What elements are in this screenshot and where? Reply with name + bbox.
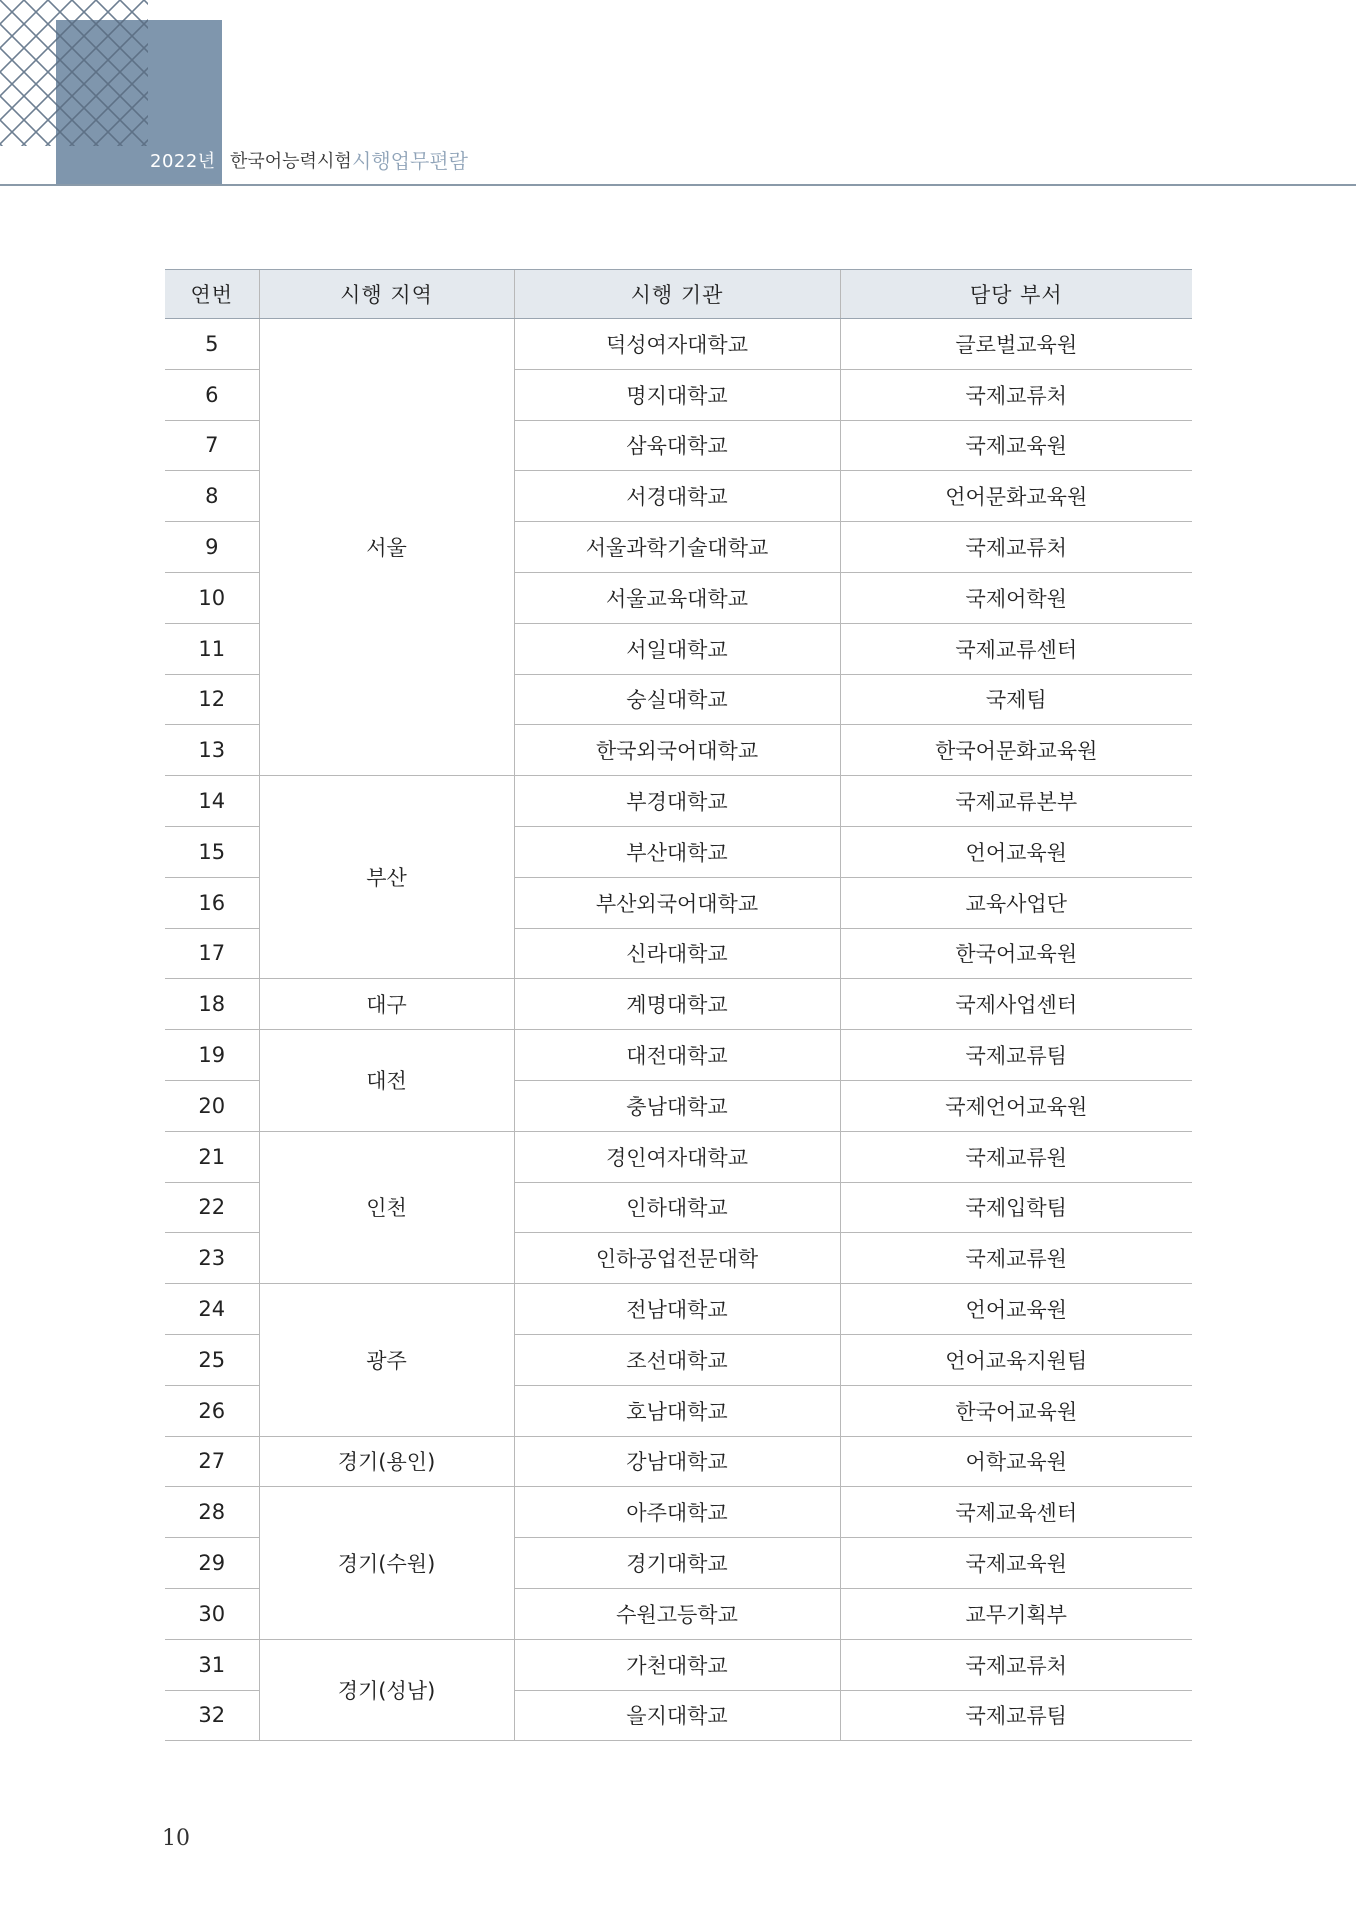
institution-cell: 인하대학교 (514, 1182, 840, 1233)
row-number: 19 (165, 1030, 259, 1081)
institution-cell: 경기대학교 (514, 1538, 840, 1589)
department-cell: 한국어교육원 (840, 1385, 1192, 1436)
institution-cell: 인하공업전문대학 (514, 1233, 840, 1284)
column-header-institution: 시행 기관 (514, 270, 840, 319)
table-row (165, 979, 1192, 1030)
header-rule (0, 184, 1356, 186)
table-row (165, 1487, 1192, 1538)
department-cell: 국제교류원 (840, 1233, 1192, 1284)
table-row (165, 1030, 1192, 1081)
header-year: 2022년 (150, 151, 216, 172)
table-row (165, 1639, 1192, 1690)
row-number: 30 (165, 1588, 259, 1639)
column-header-region: 시행 지역 (259, 270, 514, 319)
region-cell: 경기(성남) (259, 1639, 514, 1741)
column-header-no: 연번 (165, 270, 259, 319)
department-cell: 국제교류처 (840, 369, 1192, 420)
department-cell: 국제교육원 (840, 1538, 1192, 1589)
table-row (165, 776, 1192, 827)
region-cell: 부산 (259, 776, 514, 979)
institution-cell: 서울교육대학교 (514, 572, 840, 623)
institution-cell: 숭실대학교 (514, 674, 840, 725)
table-row (165, 319, 1192, 370)
institution-cell: 을지대학교 (514, 1690, 840, 1741)
table-row (165, 1436, 1192, 1487)
row-number: 12 (165, 674, 259, 725)
institution-cell: 아주대학교 (514, 1487, 840, 1538)
institution-cell: 계명대학교 (514, 979, 840, 1030)
department-cell: 국제입학팀 (840, 1182, 1192, 1233)
table-header-row (165, 270, 1192, 319)
department-cell: 교육사업단 (840, 877, 1192, 928)
row-number: 21 (165, 1131, 259, 1182)
header-title: 한국어능력시험 (230, 151, 352, 172)
row-number: 17 (165, 928, 259, 979)
region-cell: 대전 (259, 1030, 514, 1132)
row-number: 11 (165, 623, 259, 674)
row-number: 10 (165, 572, 259, 623)
institution-cell: 경인여자대학교 (514, 1131, 840, 1182)
region-cell: 인천 (259, 1131, 514, 1283)
row-number: 15 (165, 826, 259, 877)
region-cell: 경기(용인) (259, 1436, 514, 1487)
department-cell: 국제교육원 (840, 420, 1192, 471)
institution-cell: 가천대학교 (514, 1639, 840, 1690)
department-cell: 국제언어교육원 (840, 1080, 1192, 1131)
institution-cell: 부산외국어대학교 (514, 877, 840, 928)
institution-cell: 덕성여자대학교 (514, 319, 840, 370)
department-cell: 국제교류팀 (840, 1690, 1192, 1741)
row-number: 20 (165, 1080, 259, 1131)
table-row (165, 1131, 1192, 1182)
region-cell: 경기(수원) (259, 1487, 514, 1639)
department-cell: 국제어학원 (840, 572, 1192, 623)
institution-cell: 전남대학교 (514, 1284, 840, 1335)
row-number: 22 (165, 1182, 259, 1233)
department-cell: 한국어교육원 (840, 928, 1192, 979)
department-cell: 언어문화교육원 (840, 471, 1192, 522)
row-number: 16 (165, 877, 259, 928)
institution-cell: 충남대학교 (514, 1080, 840, 1131)
department-cell: 한국어문화교육원 (840, 725, 1192, 776)
region-cell: 광주 (259, 1284, 514, 1436)
institution-cell: 부산대학교 (514, 826, 840, 877)
row-number: 9 (165, 522, 259, 573)
department-cell: 국제팀 (840, 674, 1192, 725)
department-cell: 국제교류본부 (840, 776, 1192, 827)
institution-cell: 삼육대학교 (514, 420, 840, 471)
institution-cell: 한국외국어대학교 (514, 725, 840, 776)
row-number: 25 (165, 1334, 259, 1385)
institution-cell: 서일대학교 (514, 623, 840, 674)
institution-cell: 대전대학교 (514, 1030, 840, 1081)
row-number: 8 (165, 471, 259, 522)
row-number: 32 (165, 1690, 259, 1741)
table-row (165, 1284, 1192, 1335)
department-cell: 국제사업센터 (840, 979, 1192, 1030)
row-number: 29 (165, 1538, 259, 1589)
region-cell: 대구 (259, 979, 514, 1030)
row-number: 6 (165, 369, 259, 420)
institution-cell: 호남대학교 (514, 1385, 840, 1436)
department-cell: 국제교류센터 (840, 623, 1192, 674)
department-cell: 국제교류원 (840, 1131, 1192, 1182)
institution-cell: 부경대학교 (514, 776, 840, 827)
department-cell: 국제교류처 (840, 1639, 1192, 1690)
institution-cell: 수원고등학교 (514, 1588, 840, 1639)
row-number: 18 (165, 979, 259, 1030)
row-number: 5 (165, 319, 259, 370)
department-cell: 언어교육원 (840, 1284, 1192, 1335)
department-cell: 언어교육원 (840, 826, 1192, 877)
institution-cell: 명지대학교 (514, 369, 840, 420)
row-number: 7 (165, 420, 259, 471)
department-cell: 글로벌교육원 (840, 319, 1192, 370)
row-number: 24 (165, 1284, 259, 1335)
institution-table (165, 269, 1192, 1741)
institution-cell: 조선대학교 (514, 1334, 840, 1385)
page-number: 10 (162, 1826, 190, 1851)
row-number: 13 (165, 725, 259, 776)
department-cell: 언어교육지원팀 (840, 1334, 1192, 1385)
row-number: 23 (165, 1233, 259, 1284)
institution-cell: 서경대학교 (514, 471, 840, 522)
department-cell: 국제교류처 (840, 522, 1192, 573)
department-cell: 어학교육원 (840, 1436, 1192, 1487)
row-number: 27 (165, 1436, 259, 1487)
department-cell: 국제교류팀 (840, 1030, 1192, 1081)
diamond-pattern-overlay (56, 20, 148, 146)
row-number: 26 (165, 1385, 259, 1436)
department-cell: 교무기획부 (840, 1588, 1192, 1639)
department-cell: 국제교육센터 (840, 1487, 1192, 1538)
row-number: 14 (165, 776, 259, 827)
row-number: 28 (165, 1487, 259, 1538)
institution-cell: 신라대학교 (514, 928, 840, 979)
region-cell: 서울 (259, 319, 514, 776)
header-subtitle: 시행업무편람 (352, 149, 468, 173)
column-header-department: 담당 부서 (840, 270, 1192, 319)
institution-cell: 강남대학교 (514, 1436, 840, 1487)
table-body (165, 319, 1192, 1741)
institution-cell: 서울과학기술대학교 (514, 522, 840, 573)
row-number: 31 (165, 1639, 259, 1690)
